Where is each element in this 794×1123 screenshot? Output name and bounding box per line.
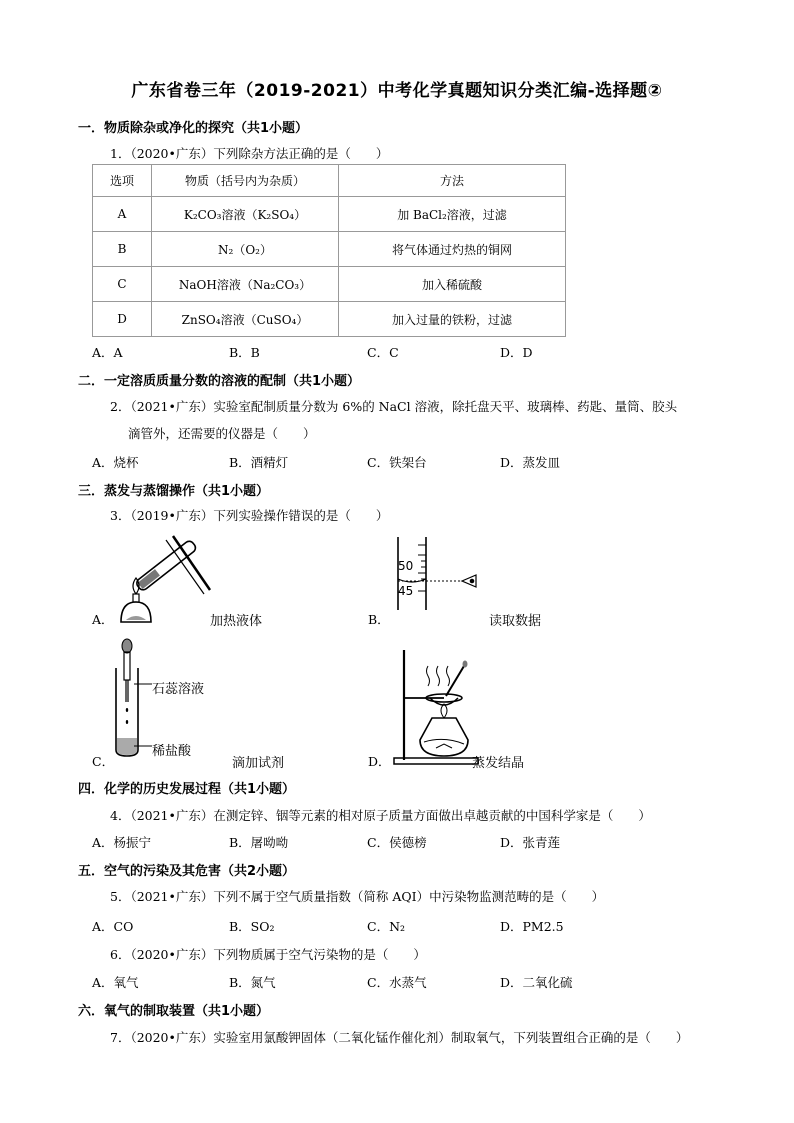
cylinder-mark-50: 50: [398, 559, 414, 573]
question-6-options: [92, 973, 712, 991]
table-cell: A: [93, 197, 152, 232]
table-cell: C: [93, 267, 152, 302]
table-row: [93, 302, 566, 337]
option-a[interactable]: A．氧气: [92, 975, 139, 990]
question-3-stem: 3．（2019•广东）下列实验操作错误的是（ ）: [110, 508, 389, 523]
option-a[interactable]: A．A: [92, 345, 123, 360]
section-heading-6: 六．氧气的制取装置（共1小题）: [78, 1004, 270, 1019]
table-cell: ZnSO₄溶液（CuSO₄）: [152, 302, 339, 337]
dropper-figure: [112, 638, 152, 758]
question-5-stem: 5．（2021•广东）下列不属于空气质量指数（简称 AQI）中污染物监测范畴的是（ ）: [110, 889, 605, 904]
figure-c-letter: C．: [92, 754, 115, 769]
section-heading-3: 三．蒸发与蒸馏操作（共1小题）: [78, 484, 270, 499]
heating-liquid-figure: [118, 528, 218, 628]
option-d[interactable]: D．D: [500, 345, 533, 360]
cylinder-mark-45: 45: [398, 584, 414, 598]
question-2-options: [92, 453, 712, 471]
hydrochloric-acid-label: 稀盐酸: [152, 744, 192, 759]
option-a[interactable]: A．杨振宁: [92, 835, 152, 850]
table-row: [93, 232, 566, 267]
option-d[interactable]: D．二氧化硫: [500, 975, 573, 990]
table-cell: N₂（O₂）: [152, 232, 339, 267]
table-cell: B: [93, 232, 152, 267]
table-header-cell: 选项: [93, 165, 152, 197]
figure-b-letter: B．: [368, 612, 390, 627]
option-b[interactable]: B．氮气: [229, 975, 276, 990]
question-1-options: [92, 343, 712, 361]
option-a[interactable]: A．烧杯: [92, 455, 139, 470]
evaporation-figure: [392, 648, 488, 766]
option-d[interactable]: D．张青莲: [500, 835, 561, 850]
figure-b-caption: 读取数据: [489, 614, 542, 629]
question-2-stem-continued: 滴管外，还需要的仪器是（ ）: [128, 426, 316, 441]
table-header-cell: 方法: [339, 165, 566, 197]
figure-a-letter: A．: [92, 612, 114, 627]
question-1-stem: 1．（2020•广东）下列除杂方法正确的是（ ）: [110, 146, 389, 161]
option-d[interactable]: D．PM2.5: [500, 919, 564, 934]
question-2-stem: 2．（2021•广东）实验室配制质量分数为 6%的 NaCl 溶液，除托盘天平、玻璃棒、药匙、量筒、胶头: [110, 399, 678, 414]
option-d[interactable]: D．蒸发皿: [500, 455, 561, 470]
option-b[interactable]: B．B: [229, 345, 260, 360]
question-1-table: [92, 164, 566, 337]
table-cell: 加 BaCl₂溶液，过滤: [339, 197, 566, 232]
option-c[interactable]: C．水蒸气: [367, 975, 427, 990]
question-7-stem: 7．（2020•广东）实验室用氯酸钾固体（二氧化锰作催化剂）制取氧气，下列装置组合正确的是（ ）: [110, 1030, 689, 1045]
table-cell: 加入稀硫酸: [339, 267, 566, 302]
table-cell: 将气体通过灼热的铜网: [339, 232, 566, 267]
table-cell: D: [93, 302, 152, 337]
table-row: [93, 197, 566, 232]
section-heading-1: 一．物质除杂或净化的探究（共1小题）: [78, 121, 309, 136]
section-heading-2: 二．一定溶质质量分数的溶液的配制（共1小题）: [78, 374, 361, 389]
option-b[interactable]: B．SO₂: [229, 919, 275, 934]
option-c[interactable]: C．侯德榜: [367, 835, 427, 850]
figure-c-caption: 滴加试剂: [232, 756, 285, 771]
option-c[interactable]: C．N₂: [367, 919, 406, 934]
section-heading-5: 五．空气的污染及其危害（共2小题）: [78, 864, 296, 879]
question-5-options: [92, 917, 712, 935]
question-4-stem: 4．（2021•广东）在测定锌、铟等元素的相对原子质量方面做出卓越贡献的中国科学家是（ ）: [110, 808, 651, 823]
table-header-row: [93, 165, 566, 197]
litmus-label: 石蕊溶液: [152, 682, 205, 697]
option-b[interactable]: B．酒精灯: [229, 455, 289, 470]
page-title: 广东省卷三年（2019-2021）中考化学真题知识分类汇编-选择题②: [131, 81, 663, 101]
section-heading-4: 四．化学的历史发展过程（共1小题）: [78, 782, 296, 797]
question-4-options: [92, 833, 712, 851]
table-cell: K₂CO₃溶液（K₂SO₄）: [152, 197, 339, 232]
option-c[interactable]: C．C: [367, 345, 399, 360]
option-c[interactable]: C．铁架台: [367, 455, 427, 470]
figure-a-caption: 加热液体: [210, 614, 263, 629]
figure-d-caption: 蒸发结晶: [472, 756, 525, 771]
option-b[interactable]: B．屠呦呦: [229, 835, 289, 850]
table-cell: 加入过量的铁粉，过滤: [339, 302, 566, 337]
figure-d-letter: D．: [368, 754, 391, 769]
question-6-stem: 6．（2020•广东）下列物质属于空气污染物的是（ ）: [110, 947, 426, 962]
option-a[interactable]: A．CO: [92, 919, 134, 934]
table-row: [93, 267, 566, 302]
table-cell: NaOH溶液（Na₂CO₃）: [152, 267, 339, 302]
table-header-cell: 物质（括号内为杂质）: [152, 165, 339, 197]
